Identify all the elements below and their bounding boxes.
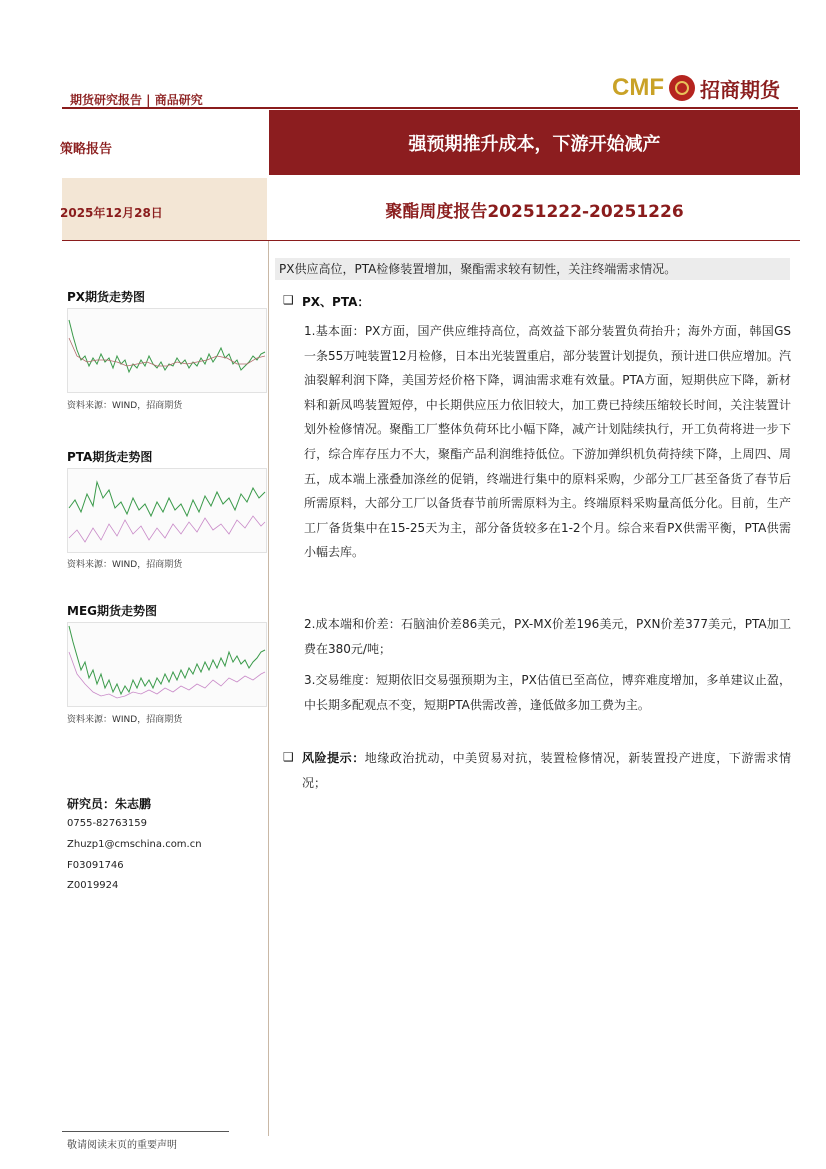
- meg-chart-source: 资料来源：WIND，招商期货: [67, 715, 183, 725]
- px-chart-plot: [67, 308, 267, 393]
- company-logo: [612, 72, 780, 104]
- headline: 强预期推升成本，下游开始减产: [408, 133, 661, 155]
- summary-box: PX供应高位，PTA检修装置增加，聚酯需求较有韧性，关注终端需求情况。: [275, 258, 790, 280]
- logo-cn: 招商期货: [699, 77, 780, 102]
- report-category: 策略报告: [60, 142, 113, 157]
- square-bullet-icon: ❑: [283, 293, 294, 307]
- pta-chart-title: PTA期货走势图: [67, 450, 153, 464]
- risk-label: 风险提示：: [302, 751, 365, 765]
- headline-band: [269, 110, 800, 175]
- paragraph-cost-spread: 2.成本端和价差：石脑油价差86美元，PX-MX价差196美元，PXN价差377美元，PTA加工费在380元/吨；: [304, 617, 791, 656]
- report-title: 聚酯周度报告20251222-20251226: [385, 201, 684, 222]
- meg-chart-plot: [67, 622, 267, 707]
- section-heading: PX、PTA：: [302, 295, 370, 309]
- risk-warning: [302, 746, 791, 795]
- column-divider: [268, 241, 269, 1136]
- square-bullet-icon: ❑: [283, 750, 294, 764]
- band-rule: [62, 240, 800, 241]
- meg-chart-title: MEG期货走势图: [67, 604, 157, 618]
- pta-chart-source: 资料来源：WIND，招商期货: [67, 560, 183, 570]
- paragraph-trading: 3.交易维度：短期依旧交易强预期为主，PX估值已至高位，博弈难度增加，多单建议止盈，中长期多配观点不变，短期PTA供需改善，逢低做多加工费为主。: [304, 673, 791, 712]
- risk-text: 地缘政治扰动，中美贸易对抗，装置检修情况，新装置投产进度，下游需求情况；: [302, 751, 791, 790]
- analyst-phone: 0755-82763159: [67, 818, 147, 829]
- analyst-email[interactable]: Zhuzp1@cmschina.com.cn: [67, 839, 202, 850]
- paragraph-fundamentals: 1.基本面：PX方面，国产供应维持高位，高效益下部分装置负荷抬升；海外方面，韩国GS一条55万吨装置12月检修，日本出光装置重启，部分装置计划提负，预计进口供应增加。汽油裂解利润下降，美国芳烃价格下降，调油需求难有效量。PTA方面，短期供应下降，新材料和新凤鸣装置短停，中长期供应压力依旧较大，加工费已持续压缩较长时间，关注装置计划外检修情况。聚酯工厂整体负荷环比小幅下降，减产计划陆续执行，开工负荷将进一步下行，综合库存压力不大，聚酯产品利润维持低位。下游加弹织机负荷持续下降，上周四、周五，成本端上涨叠加涤丝的促销，终端进行集中的原料采购，少部分工厂甚至备货了春节后所需原料，大部分工厂以备货春节前所需原料为主。终端原料采购量高低分化。目前，生产工厂备货集中在15-25天为主，部分备货较多在1-2个月。综合来看PX供需平衡，PTA供需小幅去库。: [304, 324, 791, 560]
- pta-chart-plot: [67, 468, 267, 553]
- logo-latin: CMF: [612, 74, 664, 101]
- px-chart-title: PX期货走势图: [67, 290, 146, 304]
- pta-chart: [67, 468, 267, 553]
- px-chart-frame: [68, 309, 267, 393]
- footer-rule: [62, 1131, 229, 1132]
- px-chart-source: 资料来源：WIND，招商期货: [67, 401, 183, 411]
- analyst-title: 研究员：朱志鹏: [67, 797, 152, 811]
- report-date: 2025年12月28日: [60, 206, 163, 220]
- footer-disclaimer[interactable]: 敬请阅读末页的重要声明: [67, 1140, 177, 1151]
- analyst-license-1: F03091746: [67, 860, 124, 871]
- analyst-license-2: Z0019924: [67, 880, 119, 891]
- px-chart: [67, 308, 267, 393]
- header-rule: [62, 107, 798, 109]
- report-breadcrumb: 期货研究报告 | 商品研究: [70, 93, 203, 107]
- meg-chart: [67, 622, 267, 707]
- pta-chart-frame: [68, 469, 267, 553]
- logo-mark-icon: [669, 75, 695, 101]
